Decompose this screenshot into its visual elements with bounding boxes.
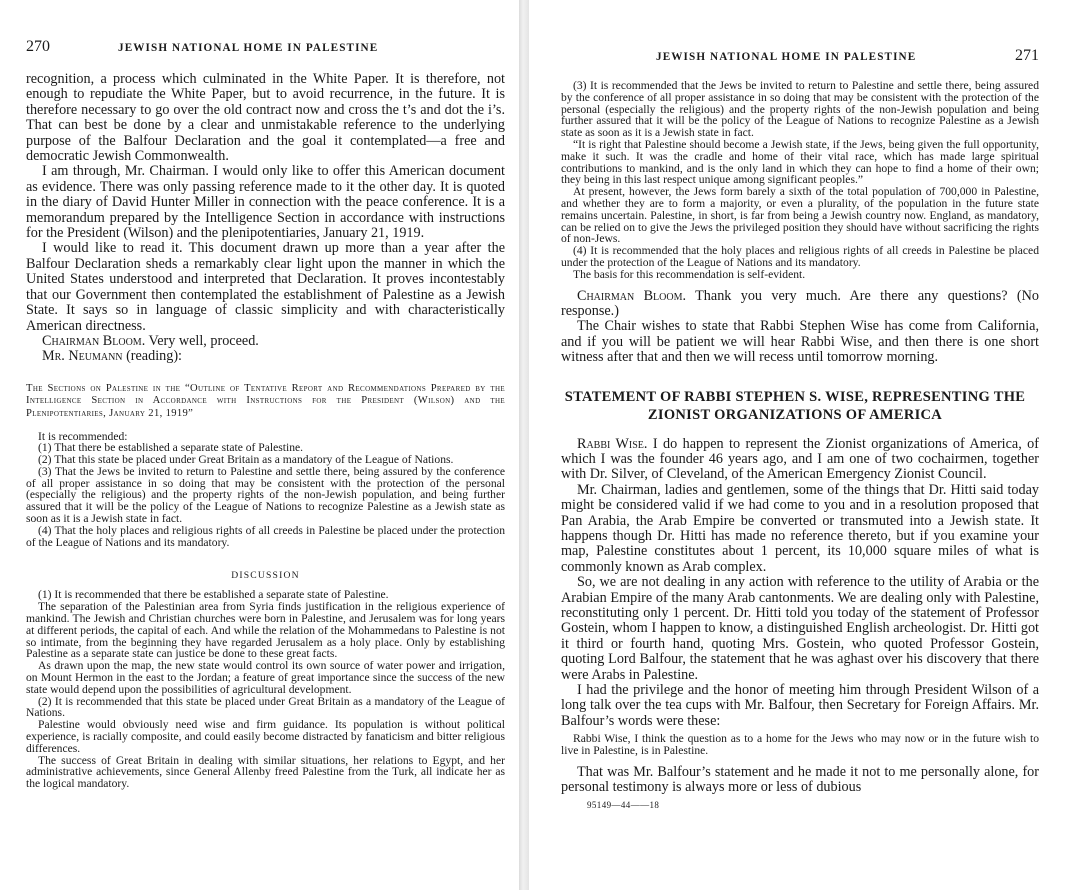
chairman-line-text: Very well, proceed.: [145, 332, 259, 349]
discussion-paragraph-2: The separation of the Palestinian area from Syria finds justification in the religious experience of mankind. The Jewish and Christian churches were born in Palestine, and Jerusalem was for long years at different periods, the capital of each. And while the relation of the Mohammedans to Palestine is not so intimate, from the beginning they have regarded Jerusalem as a holy place. Only by establishing Palestine as a separate state can justice be done to these great facts.: [26, 600, 505, 661]
recommended-intro: It is recommended:: [38, 429, 128, 443]
chairman-thanks: [561, 289, 1039, 320]
recommended-item-4: (4) That the holy places and religious rights of all creeds in Palestine be placed under the protection of the League of Nations and its mandatory.: [26, 523, 505, 549]
discussion-paragraph-5: Palestine would obviously need wise and firm guidance. Its population is without political experience, is racially composite, and could easily become distracted by fanaticism and bitter religious differences.: [26, 718, 505, 755]
chairman-thanks-text: Thank you very much. Are there any questions? (No response.): [561, 287, 1039, 319]
right-running-head: [561, 0, 1039, 64]
balfour-quote: Rabbi Wise, I think the question as to a home for the Jews who may now or in the future wish to live in Palestine, is in Palestine.: [561, 732, 1039, 758]
right-running-title: JEWISH NATIONAL HOME IN PALESTINE: [656, 51, 917, 63]
book-gutter: [519, 0, 529, 890]
discussion-paragraph-4: (2) It is recommended that this state be placed under Great Britain as a mandatory of the League of Nations.: [26, 694, 505, 720]
left-page: [0, 0, 519, 890]
chair-statement: The Chair wishes to state that Rabbi Stephen Wise has come from California, and if you will be patient we will hear Rabbi Wise, and then there is one short witness after that and then we will recess until tomorrow morning.: [561, 318, 1039, 366]
left-page-number: 270: [26, 38, 50, 55]
statement-heading: STATEMENT OF RABBI STEPHEN S. WISE, REPRESENTING THE ZIONIST ORGANIZATIONS OF AMERICA: [564, 388, 1026, 423]
neumann-speaker: Mr. Neumann: [42, 348, 123, 365]
footer-code: 95149—44——18: [587, 799, 660, 810]
left-running-head: [26, 0, 505, 55]
right-small-paragraph-5: The basis for this recommendation is self-evident.: [573, 267, 806, 281]
neumann-line: [26, 349, 505, 364]
recommended-item-3: (3) That the Jews be invited to return to Palestine and settle there, being assured by the conference of all proper assistance in so doing that may be consistent with the protection of the personal (especially the religious) and the property rights of the non-Jewish population, and being further assured that it will be the policy of the League of Nations to recognize Palestine as a Jewish state as soon as it is a Jewish state in fact.: [26, 464, 505, 526]
right-page-number: 271: [1015, 47, 1039, 64]
discussion-label: DISCUSSION: [231, 570, 300, 582]
left-paragraph-3: I would like to read it. This document drawn up more than a year after the Balfour Declaration sheds a remarkably clear light upon the manner in which the United States understood and interpreted that Declaration. It proves incontestably that our Government then contemplated the establishment of Palestine as a Jewish State. It says so in language of classic simplicity and with characteristically American directness.: [26, 240, 505, 334]
right-body-paragraph-2: So, we are not dealing in any action with reference to the utility of Arabia or the Arabian Empire of the many Arab cantonments. We are dealing only with Palestine, reconstituting only 1 percent. Dr. Hitti told you today of the statement of Professor Gostein, whom I happen to know, a distinguished English archeologist. Dr. Hitti got it third or fourth hand, quoting Mrs. Gostein, who quoted Professor Gostein, quoting Lord Balfour, the statement that he was aghast over his discovery that there were Arabs in Palestine.: [561, 574, 1039, 683]
wise-opening: [561, 437, 1039, 483]
right-body-paragraph-3: I had the privilege and the honor of meeting him through President Wilson of a long talk over the tea cups with Mr. Balfour, then Secretary for Foreign Affairs. Mr. Balfour’s words were these:: [561, 682, 1039, 729]
neumann-line-text: (reading):: [122, 348, 182, 365]
recommended-item-1: (1) That there be established a separate state of Palestine.: [38, 441, 304, 455]
right-final-paragraph: That was Mr. Balfour’s statement and he made it not to me personally alone, for personal testimony is always more or less of dubious: [561, 763, 1039, 796]
sections-caption: The Sections on Palestine in the “Outline of Tentative Report and Recommendations Prepared by the Intelligence Section in Accordance with Instructions for the President (Wilson) and the Plenipotentiaries, January 21, 1919”: [26, 382, 505, 419]
right-body-paragraph-1: Mr. Chairman, ladies and gentlemen, some of the things that Dr. Hitti said today might be considered valid if we had come to you and in a resolution proposed that Pan Arabia, the Arab Empire be converted or transmuted into a Jewish state. It happens though Dr. Hitti has made no reference thereto, but if you examine your map, Palestine constitutes about 1 percent, its 10,000 square miles of what is commonly known as Arab complex.: [561, 481, 1039, 575]
recommended-item-2: (2) That this state be placed under Great Britain as a mandatory of the League of Nations.: [38, 453, 454, 467]
right-small-paragraph-2: “It is right that Palestine should become a Jewish state, if the Jews, being given the full opportunity, make it such. It was the cradle and home of their vital race, which has made large spiritual contributions to mankind, and is the only land in which they can hope to find a home of their own; they being in this last respect unique among significant peoples.”: [561, 137, 1039, 187]
right-small-paragraph-1: (3) It is recommended that the Jews be invited to return to Palestine and settle there, being assured by the conference of all proper assistance in so doing that may be consistent with the protection of the personal (especially the religious) and the property rights of the non-Jewish population and being further assured that it will be the policy of the League of Nations to recognize Palestine as a Jewish state as soon as it is a Jewish state in fact.: [561, 79, 1039, 140]
chairman-speaker: Chairman Bloom.: [42, 332, 146, 349]
wise-speaker: Rabbi Wise.: [577, 435, 648, 452]
right-small-paragraph-3: At present, however, the Jews form barely a sixth of the total population of 700,000 in Palestine, and whether they are to form a majority, or even a plurality, of the population in the future state remains uncertain. Palestine, in short, is far from being a Jewish country now. England, as mandatory, can be relied on to give the Jews the privileged position they should have without sacrificing the rights of non-Jews.: [561, 185, 1039, 246]
right-page: [529, 0, 1074, 890]
wise-opening-text: I do happen to represent the Zionist organizations of America, of which I was the founder 46 years ago, and I am one of two cochairmen, together with Dr. Silver, of Cleveland, of the American Emergency Zionist Council.: [561, 435, 1039, 483]
discussion-paragraph-6: The success of Great Britain in dealing with similar situations, her relations to Egypt, and her administrative achievements, since General Allenby freed Palestine from the Turk, all indicate her as the logical mandatory.: [26, 753, 505, 791]
discussion-paragraph-3: As drawn upon the map, the new state would control its own source of water power and irrigation, on Mount Hermon in the east to the Jordan; a feature of great importance since the success of the new state would depend upon the possibilities of agricultural development.: [26, 659, 505, 696]
right-small-paragraph-4: (4) It is recommended that the holy places and religious rights of all creeds in Palestine be placed under the protection of the League of Nations and its mandatory.: [561, 244, 1039, 269]
chairman-line: [26, 334, 505, 349]
chairman-thanks-speaker: Chairman Bloom.: [577, 287, 687, 304]
discussion-paragraph-1: (1) It is recommended that there be established a separate state of Palestine.: [38, 588, 389, 602]
left-paragraph-2: I am through, Mr. Chairman. I would only like to offer this American document as evidence. There was only passing reference made to it the other day. It is quoted in the diary of David Hunter Miller in connection with the peace conference. It is a memorandum prepared by the Intelligence Section in accordance with instructions for the President (Wilson) and the plenipotentiaries, January 21, 1919.: [26, 163, 505, 242]
left-running-title: JEWISH NATIONAL HOME IN PALESTINE: [118, 42, 379, 54]
left-paragraph-1: recognition, a process which culminated in the White Paper. It is therefore, not enough to repudiate the White Paper, but to avoid recurrence, in the future. It is therefore necessary to go over the old contract now and cross the t’s and dot the i’s. That can best be done by a clear and unmistakable reference to the underlying purpose of the Balfour Declaration and the goal it contemplated—a free and democratic Jewish Commonwealth.: [26, 71, 505, 165]
